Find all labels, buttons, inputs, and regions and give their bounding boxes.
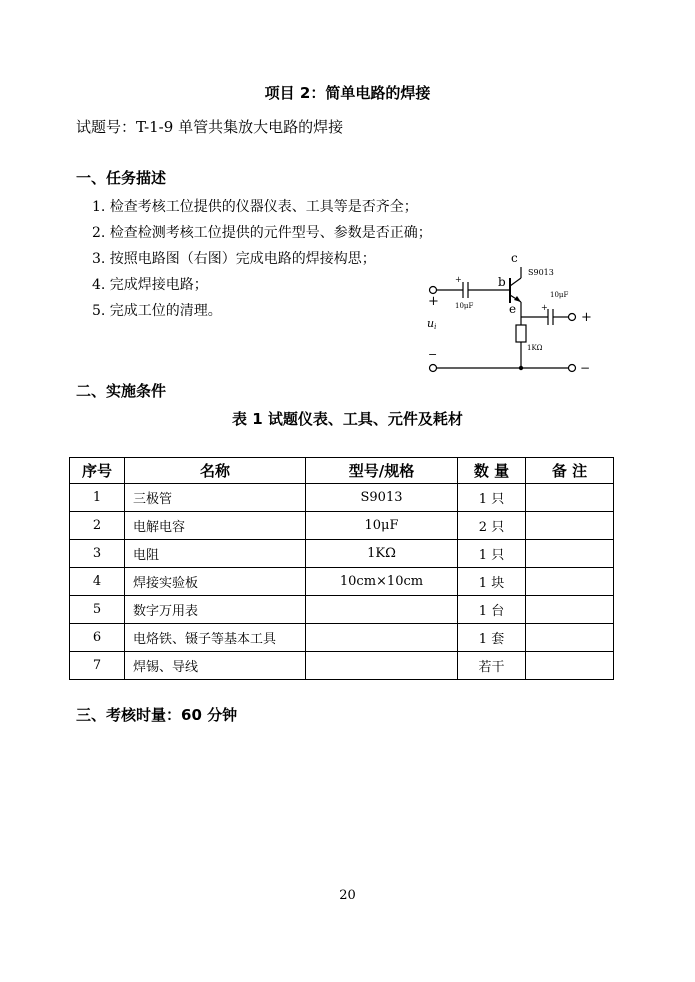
input-minus: − [428,348,438,361]
cell-name: 电烙铁、镊子等基本工具 [125,624,306,652]
cell-quantity: 若干 [458,652,526,680]
cell-quantity: 1 套 [458,624,526,652]
cell-spec: S9013 [306,484,458,512]
table-row [70,568,614,596]
output-capacitor-label: 10μF [550,291,569,299]
header-quantity: 数 量 [458,458,526,484]
cell-name: 焊锡、导线 [125,652,306,680]
task-item: 5. 完成工位的清理。 [92,303,222,319]
task-item: 2. 检查检测考核工位提供的元件型号、参数是否正确； [92,225,432,241]
capacitor-polarity: + [541,303,548,312]
circuit-diagram [415,245,605,375]
cell-notes [526,652,614,680]
cell-index: 7 [70,652,125,680]
task-item: 3. 按照电路图（右图）完成电路的焊接构思； [92,251,376,267]
cell-index: 2 [70,512,125,540]
table-header-row [70,458,614,484]
cell-notes [526,540,614,568]
cell-spec: 10cm×10cm [306,568,458,596]
cell-notes [526,512,614,540]
table-row [70,624,614,652]
cell-quantity: 1 只 [458,540,526,568]
header-spec: 型号/规格 [306,458,458,484]
page-title: 项目 2：简单电路的焊接 [264,84,431,102]
output-plus: + [581,310,592,325]
cell-index: 3 [70,540,125,568]
page-number: 20 [339,888,356,903]
header-notes: 备 注 [526,458,614,484]
table-row [70,484,614,512]
cell-quantity: 1 台 [458,596,526,624]
cell-spec: 1KΩ [306,540,458,568]
cell-spec [306,596,458,624]
emitter-label: e [509,302,517,316]
materials-table [69,457,614,680]
section-time-heading: 三、考核时量：60 分钟 [76,706,238,724]
cell-name: 三极管 [125,484,306,512]
table-caption: 表 1 试题仪表、工具、元件及耗材 [232,410,463,428]
cell-notes [526,596,614,624]
cell-index: 4 [70,568,125,596]
cell-notes [526,624,614,652]
section-conditions-heading: 二、实施条件 [76,382,167,400]
input-voltage-label: ui [427,317,437,331]
cell-index: 6 [70,624,125,652]
transistor-label: S9013 [528,268,554,277]
table-row [70,540,614,568]
cell-notes [526,484,614,512]
table-row [70,652,614,680]
collector-label: c [511,251,518,265]
task-item: 4. 完成焊接电路； [92,277,208,293]
cell-name: 电解电容 [125,512,306,540]
cell-quantity: 2 只 [458,512,526,540]
cell-notes [526,568,614,596]
cell-index: 1 [70,484,125,512]
task-item: 1. 检查考核工位提供的仪器仪表、工具等是否齐全； [92,199,418,215]
capacitor-polarity: + [455,275,462,284]
cell-spec: 10μF [306,512,458,540]
cell-spec [306,624,458,652]
base-label: b [498,275,506,289]
question-number: 试题号：T-1-9 单管共集放大电路的焊接 [76,118,344,136]
table-row [70,596,614,624]
section-task-heading: 一、任务描述 [76,169,167,187]
cell-index: 5 [70,596,125,624]
header-index: 序号 [70,458,125,484]
resistor-label: 1KΩ [527,344,543,352]
input-plus: + [428,294,439,309]
cell-quantity: 1 只 [458,484,526,512]
table-row [70,512,614,540]
header-name: 名称 [125,458,306,484]
output-minus: − [580,361,591,375]
input-capacitor-label: 10μF [455,302,474,310]
cell-name: 电阻 [125,540,306,568]
cell-quantity: 1 块 [458,568,526,596]
cell-name: 焊接实验板 [125,568,306,596]
cell-spec [306,652,458,680]
cell-name: 数字万用表 [125,596,306,624]
